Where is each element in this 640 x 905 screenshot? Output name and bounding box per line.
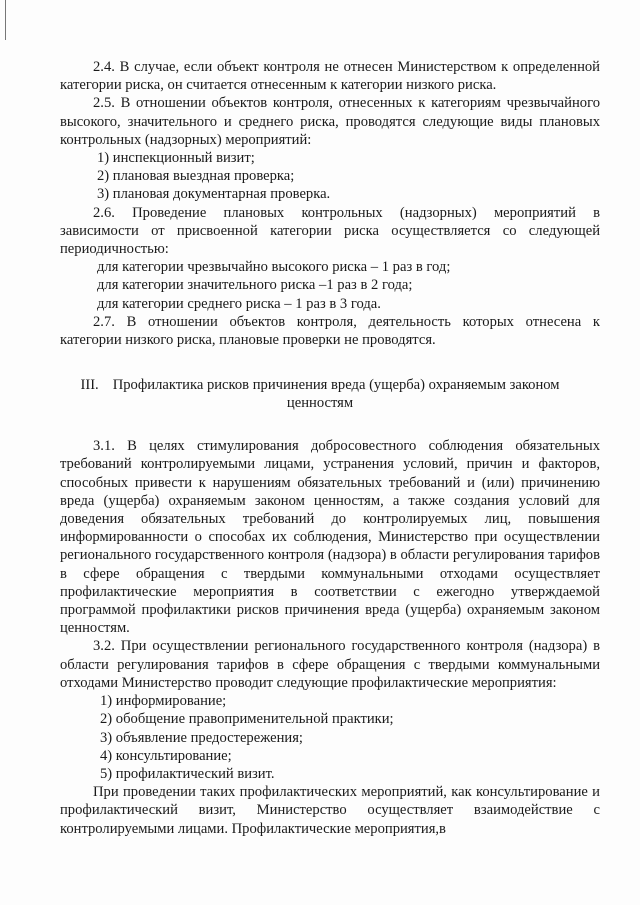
list-item: 2) плановая выездная проверка; <box>97 168 295 185</box>
list-item: 4) консультирование; <box>100 747 232 764</box>
section-number: III. <box>80 377 99 394</box>
paragraph-3-1: 3.1. В целях стимулирования добросовестного соблюдения обязательных требований контролируемыми лицами, устранения условий, причин и факторов, способных привести к нарушениям обязательных требований и (или) причинению вреда (ущерба) охраняемым законом ценностям, а также создания условий для доведения обязательных требований до контролируемых лиц, повышения информированности о способах их соблюдения, Министерство при осуществлении регионального государственного контроля (надзора) в области регулирования тарифов в сфере обращения с твердыми коммунальными отходами осуществляет профилактические мероприятия в соответствии с ежегодно утверждаемой программой профилактики рисков причинения вреда (ущерба) охраняемым законом ценностям. <box>60 438 600 637</box>
paragraph-3-2: 3.2. При осуществлении регионального государственного контроля (надзора) в области регулирования тарифов в сфере обращения с твердыми коммунальными отходами Министерство проводит следующие профилактические мероприятия: <box>60 638 600 691</box>
frequency-item: для категории среднего риска – 1 раз в 3 года. <box>97 295 381 312</box>
paragraph-2-5: 2.5. В отношении объектов контроля, отнесенных к категориям чрезвычайного высокого, значительного и среднего риска, проводятся следующие виды плановых контрольных (надзорных) мероприятий: <box>60 95 600 148</box>
list-item: 1) информирование; <box>100 693 227 710</box>
frequency-item: для категории значительного риска –1 раз в 2 года; <box>97 277 413 294</box>
paragraph-2-7: 2.7. В отношении объектов контроля, деятельность которых отнесена к категории низкого риска, плановые проверки не проводятся. <box>60 313 600 349</box>
section-heading <box>60 376 600 412</box>
paragraph-2-4: 2.4. В случае, если объект контроля не отнесен Министерством к определенной категории риска, он считается отнесенным к категории низкого риска. <box>60 59 600 94</box>
page-edge-mark <box>5 0 6 40</box>
list-item: 1) инспекционный визит; <box>97 150 255 167</box>
paragraph-last: При проведении таких профилактических мероприятий, как консультирование и профилактический визит, Министерство осуществляет взаимодействие с контролируемыми лицами. Профилактические мероприятия,в <box>60 784 600 837</box>
list-item: 3) объявление предостережения; <box>100 729 303 746</box>
list-item: 3) плановая документарная проверка. <box>97 186 331 203</box>
paragraph-2-6: 2.6. Проведение плановых контрольных (надзорных) мероприятий в зависимости от присвоенной категории риска осуществляется со следующей периодичностью: <box>60 204 600 258</box>
list-item: 5) профилактический визит. <box>100 765 275 782</box>
list-item: 2) обобщение правоприменительной практики; <box>100 711 394 728</box>
frequency-item: для категории чрезвычайно высокого риска – 1 раз в год; <box>97 259 451 276</box>
document-body <box>60 58 600 838</box>
section-title-text: Профилактика рисков причинения вреда (ущерба) охраняемым законом ценностям <box>112 377 560 412</box>
